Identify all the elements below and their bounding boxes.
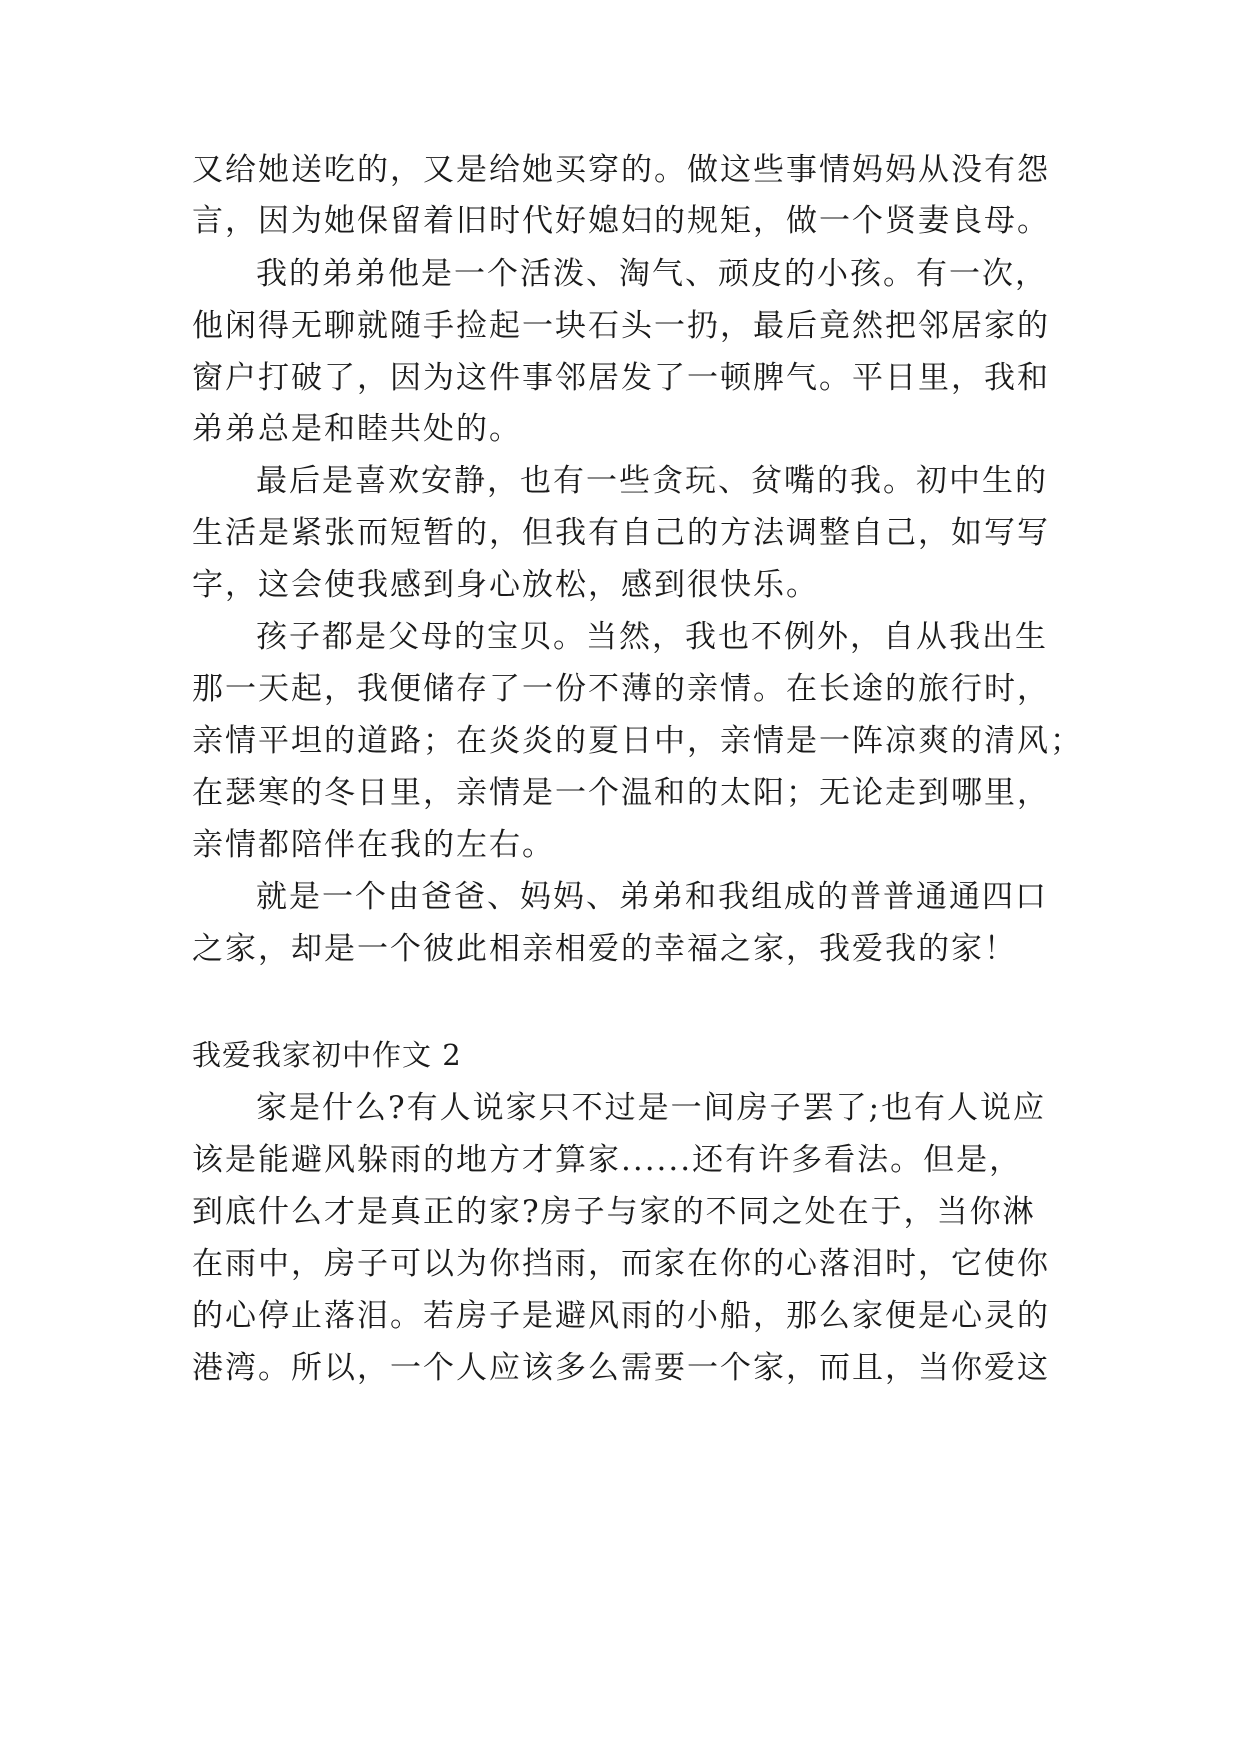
text-line: 亲情都陪伴在我的左右。 xyxy=(192,827,555,863)
text-line: 港湾。所以，一个人应该多么需要一个家，而且，当你爱这 xyxy=(192,1350,1050,1386)
text-line: 到底什么才是真正的家?房子与家的不同之处在于，当你淋 xyxy=(192,1194,1036,1230)
text-line: 该是能避风躲雨的地方才算家......还有许多看法。但是， xyxy=(192,1142,1023,1178)
text-line: 在雨中，房子可以为你挡雨，而家在你的心落泪时，它使你 xyxy=(192,1246,1050,1282)
text-line: 之家，却是一个彼此相亲相爱的幸福之家，我爱我的家！ xyxy=(192,931,1017,967)
text-line: 他闲得无聊就随手捡起一块石头一扔，最后竟然把邻居家的 xyxy=(192,308,1050,344)
text-line: 在瑟寒的冬日里，亲情是一个温和的太阳；无论走到哪里， xyxy=(192,775,1050,811)
text-line: 那一天起，我便储存了一份不薄的亲情。在长途的旅行时， xyxy=(192,671,1050,707)
text-line: 的心停止落泪。若房子是避风雨的小船，那么家便是心灵的 xyxy=(192,1298,1050,1334)
text-line: 最后是喜欢安静，也有一些贪玩、贫嘴的我。初中生的 xyxy=(256,463,1048,499)
text-line: 家是什么?有人说家只不过是一间房子罢了;也有人说应 xyxy=(256,1090,1047,1126)
text-line: 字，这会使我感到身心放松，感到很快乐。 xyxy=(192,567,819,603)
text-line: 窗户打破了，因为这件事邻居发了一顿脾气。平日里，我和 xyxy=(192,360,1050,396)
text-line: 亲情平坦的道路；在炎炎的夏日中，亲情是一阵凉爽的清风； xyxy=(192,723,1083,759)
text-line: 言，因为她保留着旧时代好媳妇的规矩，做一个贤妻良母。 xyxy=(192,203,1050,239)
text-line: 就是一个由爸爸、妈妈、弟弟和我组成的普普通通四口 xyxy=(256,879,1048,915)
text-line: 孩子都是父母的宝贝。当然，我也不例外，自从我出生 xyxy=(256,619,1048,655)
text-line: 弟弟总是和睦共处的。 xyxy=(192,411,522,447)
text-line: 生活是紧张而短暂的，但我有自己的方法调整自己，如写写 xyxy=(192,515,1050,551)
text-line: 又给她送吃的，又是给她买穿的。做这些事情妈妈从没有怨 xyxy=(192,152,1050,188)
text-line: 我的弟弟他是一个活泼、淘气、顽皮的小孩。有一次， xyxy=(256,256,1048,292)
section-title: 我爱我家初中作文 2 xyxy=(192,1038,462,1072)
